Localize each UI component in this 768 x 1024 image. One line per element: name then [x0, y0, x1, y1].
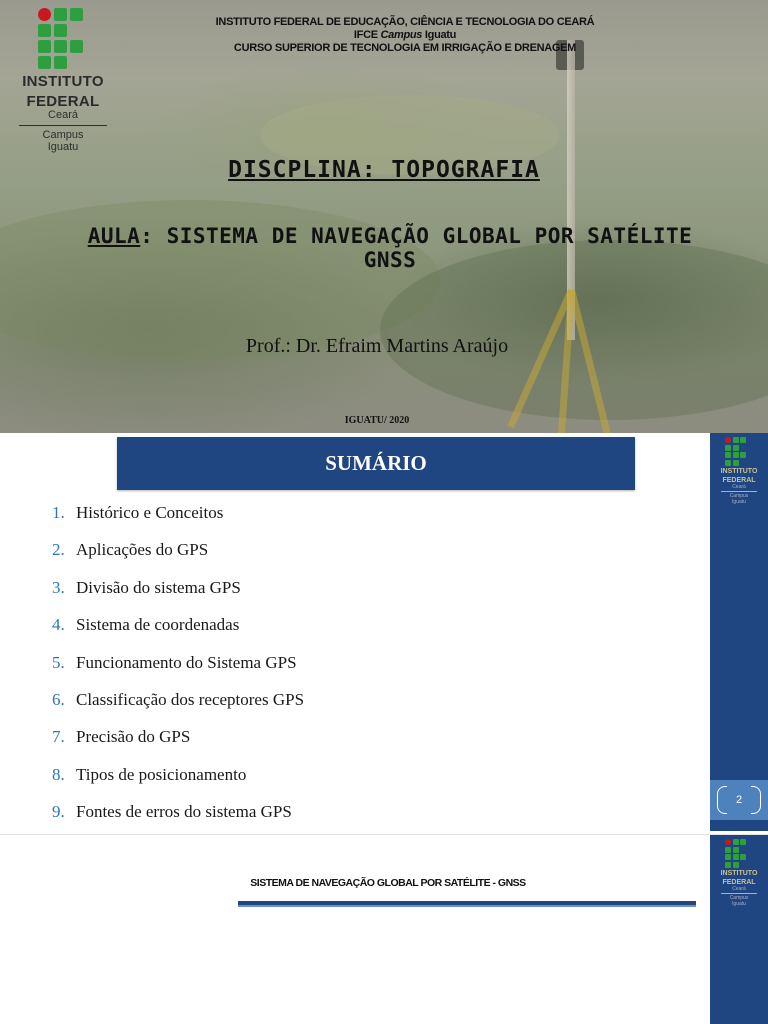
content-slide — [0, 834, 768, 1024]
list-item: 8. Tipos de posicionamento — [52, 764, 247, 784]
mini-logo-line: Iguatu — [732, 498, 746, 505]
bracket-left-icon — [717, 786, 727, 814]
summary-banner — [117, 437, 635, 490]
mini-logo-line: INSTITUTO — [720, 869, 758, 877]
list-item: 6. Classificação dos receptores GPS — [52, 689, 305, 709]
logo-line-city: Iguatu — [47, 141, 79, 153]
logo-divider — [19, 125, 107, 126]
mini-logo-line: Iguatu — [732, 900, 746, 907]
mini-logo-line: FEDERAL — [722, 476, 756, 484]
summary-list — [52, 503, 304, 840]
mini-logo-divider — [721, 893, 757, 894]
if-logo-squares-icon — [725, 437, 761, 466]
summary-heading: SUMÁRIO — [325, 451, 427, 475]
mini-logo-line: Campus — [729, 894, 749, 901]
summary-slide — [0, 433, 768, 831]
title-underline-bar — [238, 901, 696, 907]
institution-name: INSTITUTO FEDERAL DE EDUCAÇÃO, CIÊNCIA E TECNOLOGIA DO CEARÁ — [215, 16, 595, 28]
side-bar — [710, 433, 768, 831]
if-ceara-mini-logo — [717, 839, 761, 907]
if-logo-squares-icon — [725, 839, 761, 868]
institution-header — [110, 16, 700, 55]
mini-logo-line: Campus — [729, 492, 749, 499]
lecture-title-line2: GNSS — [363, 248, 417, 272]
title-slide — [0, 0, 768, 433]
lecture-label: AULA — [87, 224, 141, 248]
if-ceara-logo — [18, 8, 108, 153]
if-logo-squares-icon — [38, 8, 108, 69]
logo-line-instituto: INSTITUTO — [22, 73, 104, 90]
discipline-title: DISCPLINA: TOPOGRAFIA — [228, 157, 540, 183]
logo-line-federal: FEDERAL — [26, 93, 100, 110]
campus-prefix: IFCE — [353, 29, 381, 41]
bracket-right-icon — [751, 786, 761, 814]
mini-logo-line: Ceará — [732, 885, 746, 892]
list-item: 3. Divisão do sistema GPS — [52, 577, 241, 597]
logo-line-campus: Campus — [42, 129, 84, 141]
course-name: CURSO SUPERIOR DE TECNOLOGIA EM IRRIGAÇÃO E DRENAGEM — [233, 42, 577, 54]
mini-logo-divider — [721, 491, 757, 492]
list-item: 5. Funcionamento do Sistema GPS — [52, 652, 297, 672]
mini-logo-line: Ceará — [732, 483, 746, 490]
page-number: 2 — [735, 794, 743, 806]
list-item: 7. Precisão do GPS — [52, 727, 191, 747]
if-ceara-mini-logo — [717, 437, 761, 505]
campus-word: Campus — [380, 29, 423, 41]
campus-line — [110, 29, 700, 42]
lecture-title — [20, 224, 760, 272]
slide-title: SISTEMA DE NAVEGAÇÃO GLOBAL POR SATÉLITE - GNSS — [250, 877, 526, 889]
list-item: 9. Fontes de erros do sistema GPS — [52, 802, 292, 822]
mini-logo-line: FEDERAL — [722, 878, 756, 886]
list-item: 1. Histórico e Conceitos — [52, 503, 224, 522]
campus-city: Iguatu — [422, 29, 457, 41]
side-bar — [710, 835, 768, 1024]
city-year: IGUATU/ 2020 — [344, 415, 410, 426]
page-number-badge — [710, 780, 768, 820]
logo-line-state: Ceará — [48, 109, 78, 121]
lecture-title-line1: : SISTEMA DE NAVEGAÇÃO GLOBAL POR SATÉLITE — [140, 224, 693, 248]
mini-logo-line: INSTITUTO — [720, 467, 758, 475]
list-item: 2. Aplicações do GPS — [52, 540, 209, 560]
professor-name: Prof.: Dr. Efraim Martins Araújo — [245, 335, 509, 357]
list-item: 4. Sistema de coordenadas — [52, 615, 240, 635]
